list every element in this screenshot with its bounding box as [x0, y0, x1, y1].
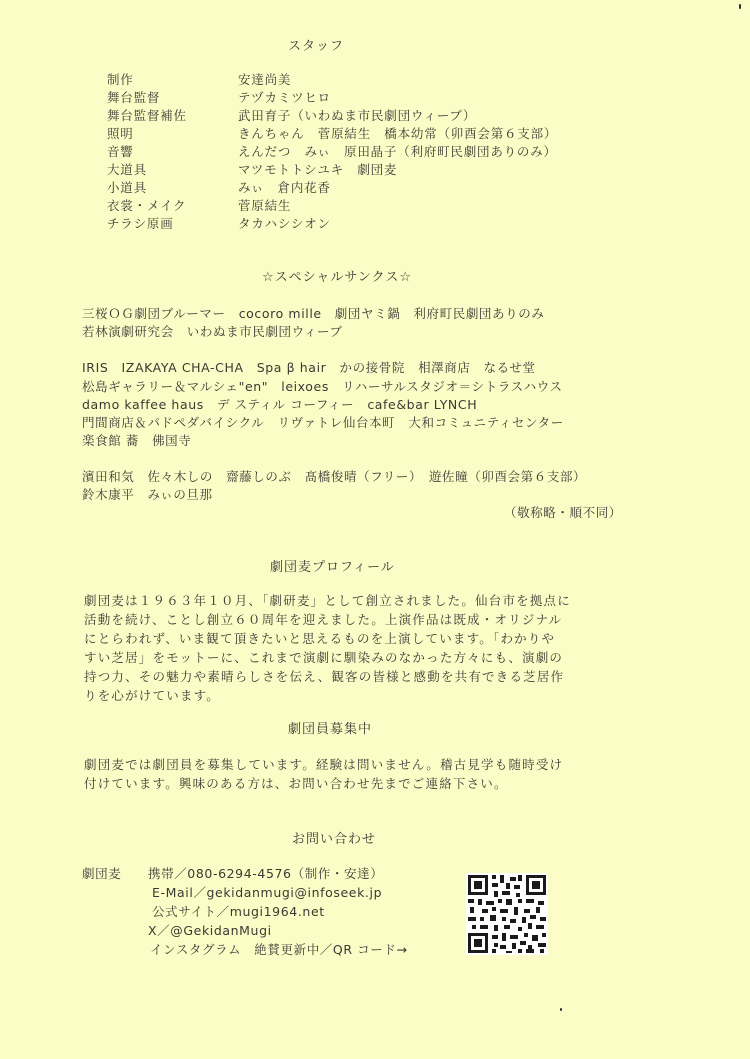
contact-heading: お問い合わせ: [292, 832, 377, 847]
recruit-text-line: 付けています。興味のある方は、お問い合わせ先までご連絡下さい。: [84, 776, 508, 791]
profile-heading: 劇団麦プロフィール: [270, 560, 395, 575]
contact-website[interactable]: 公式サイト／mugi1964.net: [152, 904, 325, 919]
staff-role: チラシ原画: [107, 216, 174, 231]
profile-text-line: にとらわれず、いま観て頂きたいと思えるものを上演しています。「わかりや: [84, 631, 556, 646]
thanks-note: （敬称略・順不同）: [504, 505, 622, 520]
recruit-heading: 劇団員募集中: [288, 722, 373, 737]
qr-code-icon[interactable]: [466, 873, 548, 955]
contact-org: 劇団麦: [82, 866, 122, 881]
scan-speck: [739, 4, 741, 9]
staff-role: 舞台監督補佐: [107, 108, 187, 123]
thanks-heading: ☆スペシャルサンクス☆: [262, 270, 413, 285]
staff-name: 武田育子（いわぬま市民劇団ウィーブ）: [238, 108, 477, 123]
staff-name: マツモトトシユキ 劇団麦: [238, 162, 398, 177]
contact-email[interactable]: E-Mail／gekidanmugi@infoseek.jp: [152, 885, 383, 900]
staff-role: 照明: [107, 126, 134, 141]
recruit-text-line: 劇団麦では劇団員を募集しています。経験は問いません。稽古見学も随時受け: [84, 757, 564, 772]
profile-text-line: りを心がけています。: [84, 688, 221, 703]
staff-name: 菅原結生: [238, 198, 292, 213]
thanks-line: 若林演劇研究会 いわぬま市民劇団ウィーブ: [82, 324, 343, 339]
staff-role: 音響: [107, 144, 134, 159]
profile-text-line: 活動を続け、ことし創立６０周年を迎えました。上演作品は既成・オリジナル: [84, 612, 563, 627]
staff-name: きんちゃん 菅原結生 橋本幼常（卯酉会第６支部）: [238, 126, 558, 141]
thanks-line: 濱田和気 佐々木しの 齋藤しのぶ 髙橋俊晴（フリー） 遊佐瞳（卯酉会第６支部）: [82, 469, 587, 484]
contact-phone: 携帯／080-6294-4576（制作・安達）: [148, 866, 384, 881]
staff-role: 制作: [107, 72, 134, 87]
staff-role: 衣裳・メイク: [107, 198, 187, 213]
contact-x-account[interactable]: X／@GekidanMugi: [148, 923, 272, 938]
staff-role: 大道具: [107, 162, 147, 177]
staff-name: 安達尚美: [238, 72, 292, 87]
staff-role: 小道具: [107, 180, 147, 195]
thanks-line: 鈴木康平 みぃの旦那: [82, 487, 213, 502]
profile-text-line: 持つ力、その魅力や素晴らしさを伝え、観客の皆様と感動を共有できる芝居作: [84, 669, 565, 684]
scan-speck: [560, 1008, 562, 1011]
staff-name: えんだつ みぃ 原田晶子（利府町民劇団ありのみ）: [238, 144, 557, 159]
staff-name: テヅカミツヒロ: [238, 90, 331, 105]
staff-heading: スタッフ: [288, 39, 345, 54]
profile-text-line: すい芝居」をモットーに、これまで演劇に馴染みのなかった方々にも、演劇の: [84, 650, 564, 665]
staff-role: 舞台監督: [107, 90, 161, 105]
thanks-line: 松島ギャラリー＆マルシェ"en" leixoes リハーサルスタジオ＝シトラスハウス: [82, 379, 563, 394]
thanks-line: 三桜ＯＧ劇団ブルーマー cocoro mille 劇団ヤミ鍋 利府町民劇団ありのみ: [82, 306, 545, 321]
thanks-line: damo kaffee haus デ スティル コーフィー cafe&bar LYNCH: [82, 397, 478, 412]
thanks-line: 楽食館 蕎 佛国寺: [82, 433, 192, 448]
staff-name: タカハシシオン: [238, 216, 331, 231]
thanks-line: IRIS IZAKAYA CHA-CHA Spa β hair かの接骨院 相澤商店 なるせ堂: [82, 360, 536, 375]
profile-text-line: 劇団麦は１９６３年１０月、「劇研麦」として創立されました。仙台市を拠点に: [84, 593, 571, 608]
contact-instagram: インスタグラム 絶賛更新中／QR コード→: [150, 942, 408, 957]
staff-name: みぃ 倉内花香: [238, 180, 331, 195]
thanks-line: 門間商店＆パドペダバイシクル リヴァトレ仙台本町 大和コミュニティセンター: [82, 415, 564, 430]
